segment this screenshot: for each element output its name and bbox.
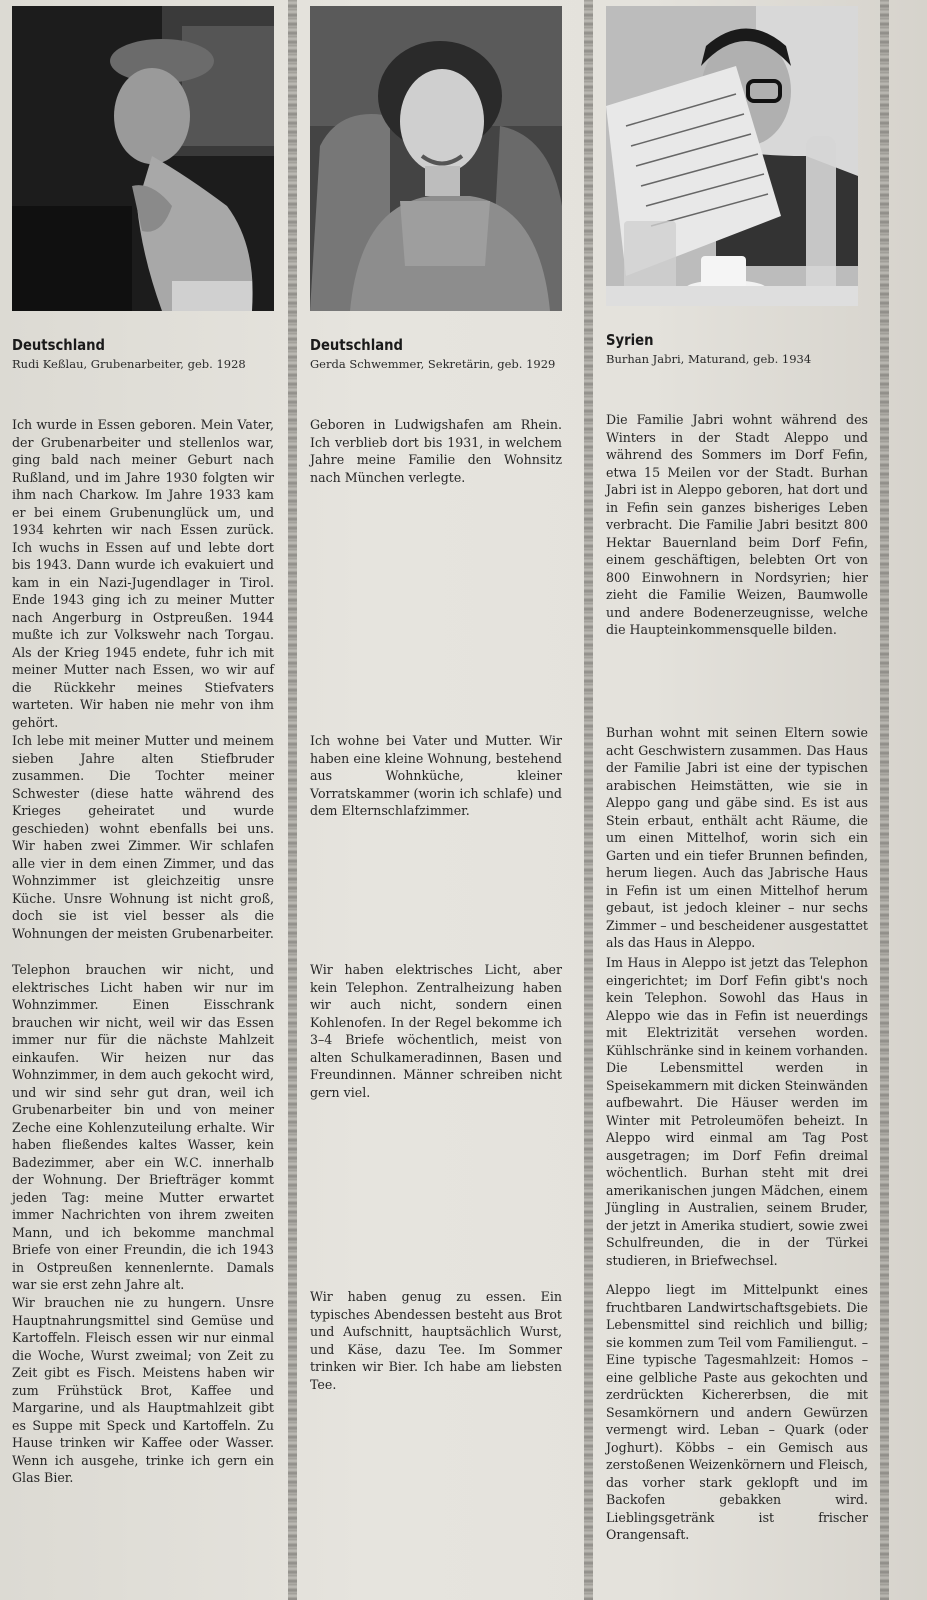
paragraph-biography xyxy=(310,416,562,486)
paragraph-text: Ich lebe mit meiner Mutter und meinem sieben Jahre alten Stiefbruder zusammen. Die Tochter meiner Schwester (diese hatte während des Krieges geheiratet und wurde geschieden) wohnt ebenfalls bei uns. Wir haben zwei Zimmer. Wir schlafen alle vier in dem einen Zimmer, und das Wohnzimmer ist gleichzeitig unsre Küche. Unsre Wohnung ist nicht groß, doch sie ist viel besser als die Wohnungen der meisten Grubenarbeiter. xyxy=(12,733,274,941)
paragraph-text: Wir haben genug zu essen. Ein typisches Abendessen besteht aus Brot und Aufschnitt, hauptsächlich Wurst, und Käse, dazu Tee. Im Sommer trinken wir Bier. Ich habe am liebsten Tee. xyxy=(310,1289,562,1392)
paragraph-biography xyxy=(606,411,868,639)
paragraph-food xyxy=(12,1294,274,1487)
column-divider xyxy=(880,0,889,1600)
paragraph-text: Ich wurde in Essen geboren. Mein Vater, der Grubenarbeiter und stellenlos war, ging bald nach meiner Geburt nach Rußland, und im Jahre 1930 folgten wir ihm nach Charkow. Im Jahre 1933 kam er bei einem Grubenunglück um, und 1934 kehrten wir nach Essen zurück. Ich wuchs in Essen auf und lebte dort bis 1943. Dann wurde ich evakuiert und kam in ein Nazi-Jugendlager in Tirol. Ende 1943 ging ich zu meiner Mutter nach Angerburg in Ostpreußen. 1944 mußte ich zur Volkswehr nach Torgau. Als der Krieg 1945 endete, fuhr ich mit meiner Mutter nach Essen, wo wir auf die Rückkehr meines Stiefvaters warteten. Wir haben nie mehr von ihm gehört. xyxy=(12,417,274,730)
paragraph-text: Die Familie Jabri wohnt während des Winters in der Stadt Aleppo und während des Sommers im Dorf Fefin, etwa 15 Meilen vor der Stadt. Burhan Jabri ist in Aleppo geboren, hat dort und in Fefin sein ganzes bisheriges Leben verbracht. Die Familie Jabri besitzt 800 Hektar Bauernland beim Dorf Fefin, einem geschäftigen, belebten Ort von 800 Einwohnern in Nordsyrien; hier zieht die Familie Weizen, Baumwolle und andere Bodenerzeugnisse, welche die Haupteinkommensquelle bilden. xyxy=(606,412,868,637)
person-caption: Burhan Jabri, Maturand, geb. 1934 xyxy=(606,352,812,366)
portrait-photo-miner xyxy=(12,6,274,311)
paragraph-food xyxy=(310,1288,562,1393)
column-divider xyxy=(288,0,297,1600)
paragraph-text: Ich wohne bei Vater und Mutter. Wir haben eine kleine Wohnung, bestehend aus Wohnküche, kleiner Vorratskammer (worin ich schlafe) und dem Elternschlafzimmer. xyxy=(310,733,562,818)
paragraph-text: Aleppo liegt im Mittelpunkt eines fruchtbaren Landwirtschaftsgebiets. Die Lebensmittel sind reichlich und billig; sie kommen zum Teil vom Familiengut. – Eine typische Tagesmahlzeit: Homos – eine gelbliche Paste aus gekochten und zerdrückten Kichererbsen, die mit Sesamkörnern und andern Gewürzen vermengt wird. Leban – Quark (oder Joghurt). Köbbs – ein Gemisch aus zerstoßenen Weizenkörnern und Fleisch, das vorher stark geklopft und im Backofen gebakken wird. Lieblingsgetränk ist frischer Orangensaft. xyxy=(606,1282,868,1542)
profile-column-rudi xyxy=(12,6,274,1596)
paragraph-text: Wir brauchen nie zu hungern. Unsre Hauptnahrungsmittel sind Gemüse und Kartoffeln. Fleisch essen wir nur einmal die Woche, Wurst zweimal; von Zeit zu Zeit gibt es Fisch. Meistens haben wir zum Frühstück Brot, Kaffee und Margarine, und als Hauptmahlzeit gibt es Suppe mit Speck und Kartoffeln. Zu Hause trinken wir Kaffee oder Wasser. Wenn ich ausgehe, trinke ich gern ein Glas Bier. xyxy=(12,1295,274,1485)
paragraph-amenities xyxy=(12,961,274,1294)
paragraph-food xyxy=(606,1281,868,1544)
paragraph-biography xyxy=(12,416,274,731)
person-caption: Gerda Schwemmer, Sekretärin, geb. 1929 xyxy=(310,357,556,371)
paragraph-text: Im Haus in Aleppo ist jetzt das Telephon eingerichtet; im Dorf Fefin gibt's noch kein Telephon. Sowohl das Haus in Aleppo wie das in Fefin ist neuerdings mit Elektrizität versehen worden. Kühlschränke sind in keinem vorhanden. Die Lebensmittel werden in Speisekammern mit dicken Steinwänden aufbewahrt. Die Häuser werden im Winter mit Petroleumöfen beheizt. In Aleppo wird einmal am Tag Post ausgetragen; im Dorf Fefin dreimal wöchentlich. Burhan steht mit drei amerikanischen jungen Mädchen, einem Jüngling in Australien, seinem Bruder, der jetzt in Amerika studiert, sowie zwei Schulfreunden, die in der Türkei studieren, in Briefwechsel. xyxy=(606,955,868,1268)
paragraph-text: Wir haben elektrisches Licht, aber kein Telephon. Zentralheizung haben wir auch nicht, sondern einen Kohlenofen. In der Regel bekomme ich 3–4 Briefe wöchentlich, meist von alten Schulkameradinnen, Basen und Freundinnen. Männer schreiben nicht gern viel. xyxy=(310,962,562,1100)
paragraph-text: Telephon brauchen wir nicht, und elektrisches Licht haben wir nur im Wohnzimmer. Einen Eisschrank brauchen wir nicht, weil wir das Essen immer nur für die nächste Mahlzeit einkaufen. Wir heizen nur das Wohnzimmer, in dem auch gekocht wird, und wir sind sehr gut dran, weil ich Grubenarbeiter bin und von meiner Zeche eine Kohlenzuteilung erhalte. Wir haben fließendes kaltes Wasser, kein Badezimmer, aber ein W.C. innerhalb der Wohnung. Der Briefträger kommt jeden Tag: meine Mutter erwartet immer Nachrichten von ihrem zweiten Mann, und ich bekomme manchmal Briefe von einer Freundin, die ich 1943 in Ostpreußen kennenlernte. Damals war sie erst zehn Jahre alt. xyxy=(12,962,274,1292)
profile-column-gerda xyxy=(310,6,572,1596)
country-label: Deutschland xyxy=(12,336,105,354)
paragraph-text: Geboren in Ludwigshafen am Rhein. Ich verblieb dort bis 1931, in welchem Jahre meine Familie den Wohnsitz nach München verlegte. xyxy=(310,417,562,485)
paragraph-amenities xyxy=(606,954,868,1269)
country-label: Deutschland xyxy=(310,336,403,354)
country-label: Syrien xyxy=(606,331,654,349)
paragraph-housing xyxy=(12,732,274,942)
paragraph-housing xyxy=(606,724,868,952)
paragraph-housing xyxy=(310,732,562,820)
person-caption: Rudi Keßlau, Grubenarbeiter, geb. 1928 xyxy=(12,357,246,371)
portrait-photo-secretary xyxy=(310,6,562,311)
portrait-photo-student xyxy=(606,6,858,306)
paragraph-amenities xyxy=(310,961,562,1101)
column-divider xyxy=(584,0,593,1600)
paragraph-text: Burhan wohnt mit seinen Eltern sowie acht Geschwistern zusammen. Das Haus der Familie Jabri ist eine der typischen arabischen Heimstätten, wie sie in Aleppo gang und gäbe sind. Es ist aus Stein erbaut, enthält acht Räume, die um einen Mittelhof, worin sich ein Garten und ein tiefer Brunnen befinden, herum liegen. Auch das Jabrische Haus in Fefin ist um einen Mittelhof herum gebaut, ist jedoch kleiner – nur sechs Zimmer – und bescheidener ausgestattet als das Haus in Aleppo. xyxy=(606,725,868,950)
profile-column-burhan xyxy=(606,6,878,1596)
